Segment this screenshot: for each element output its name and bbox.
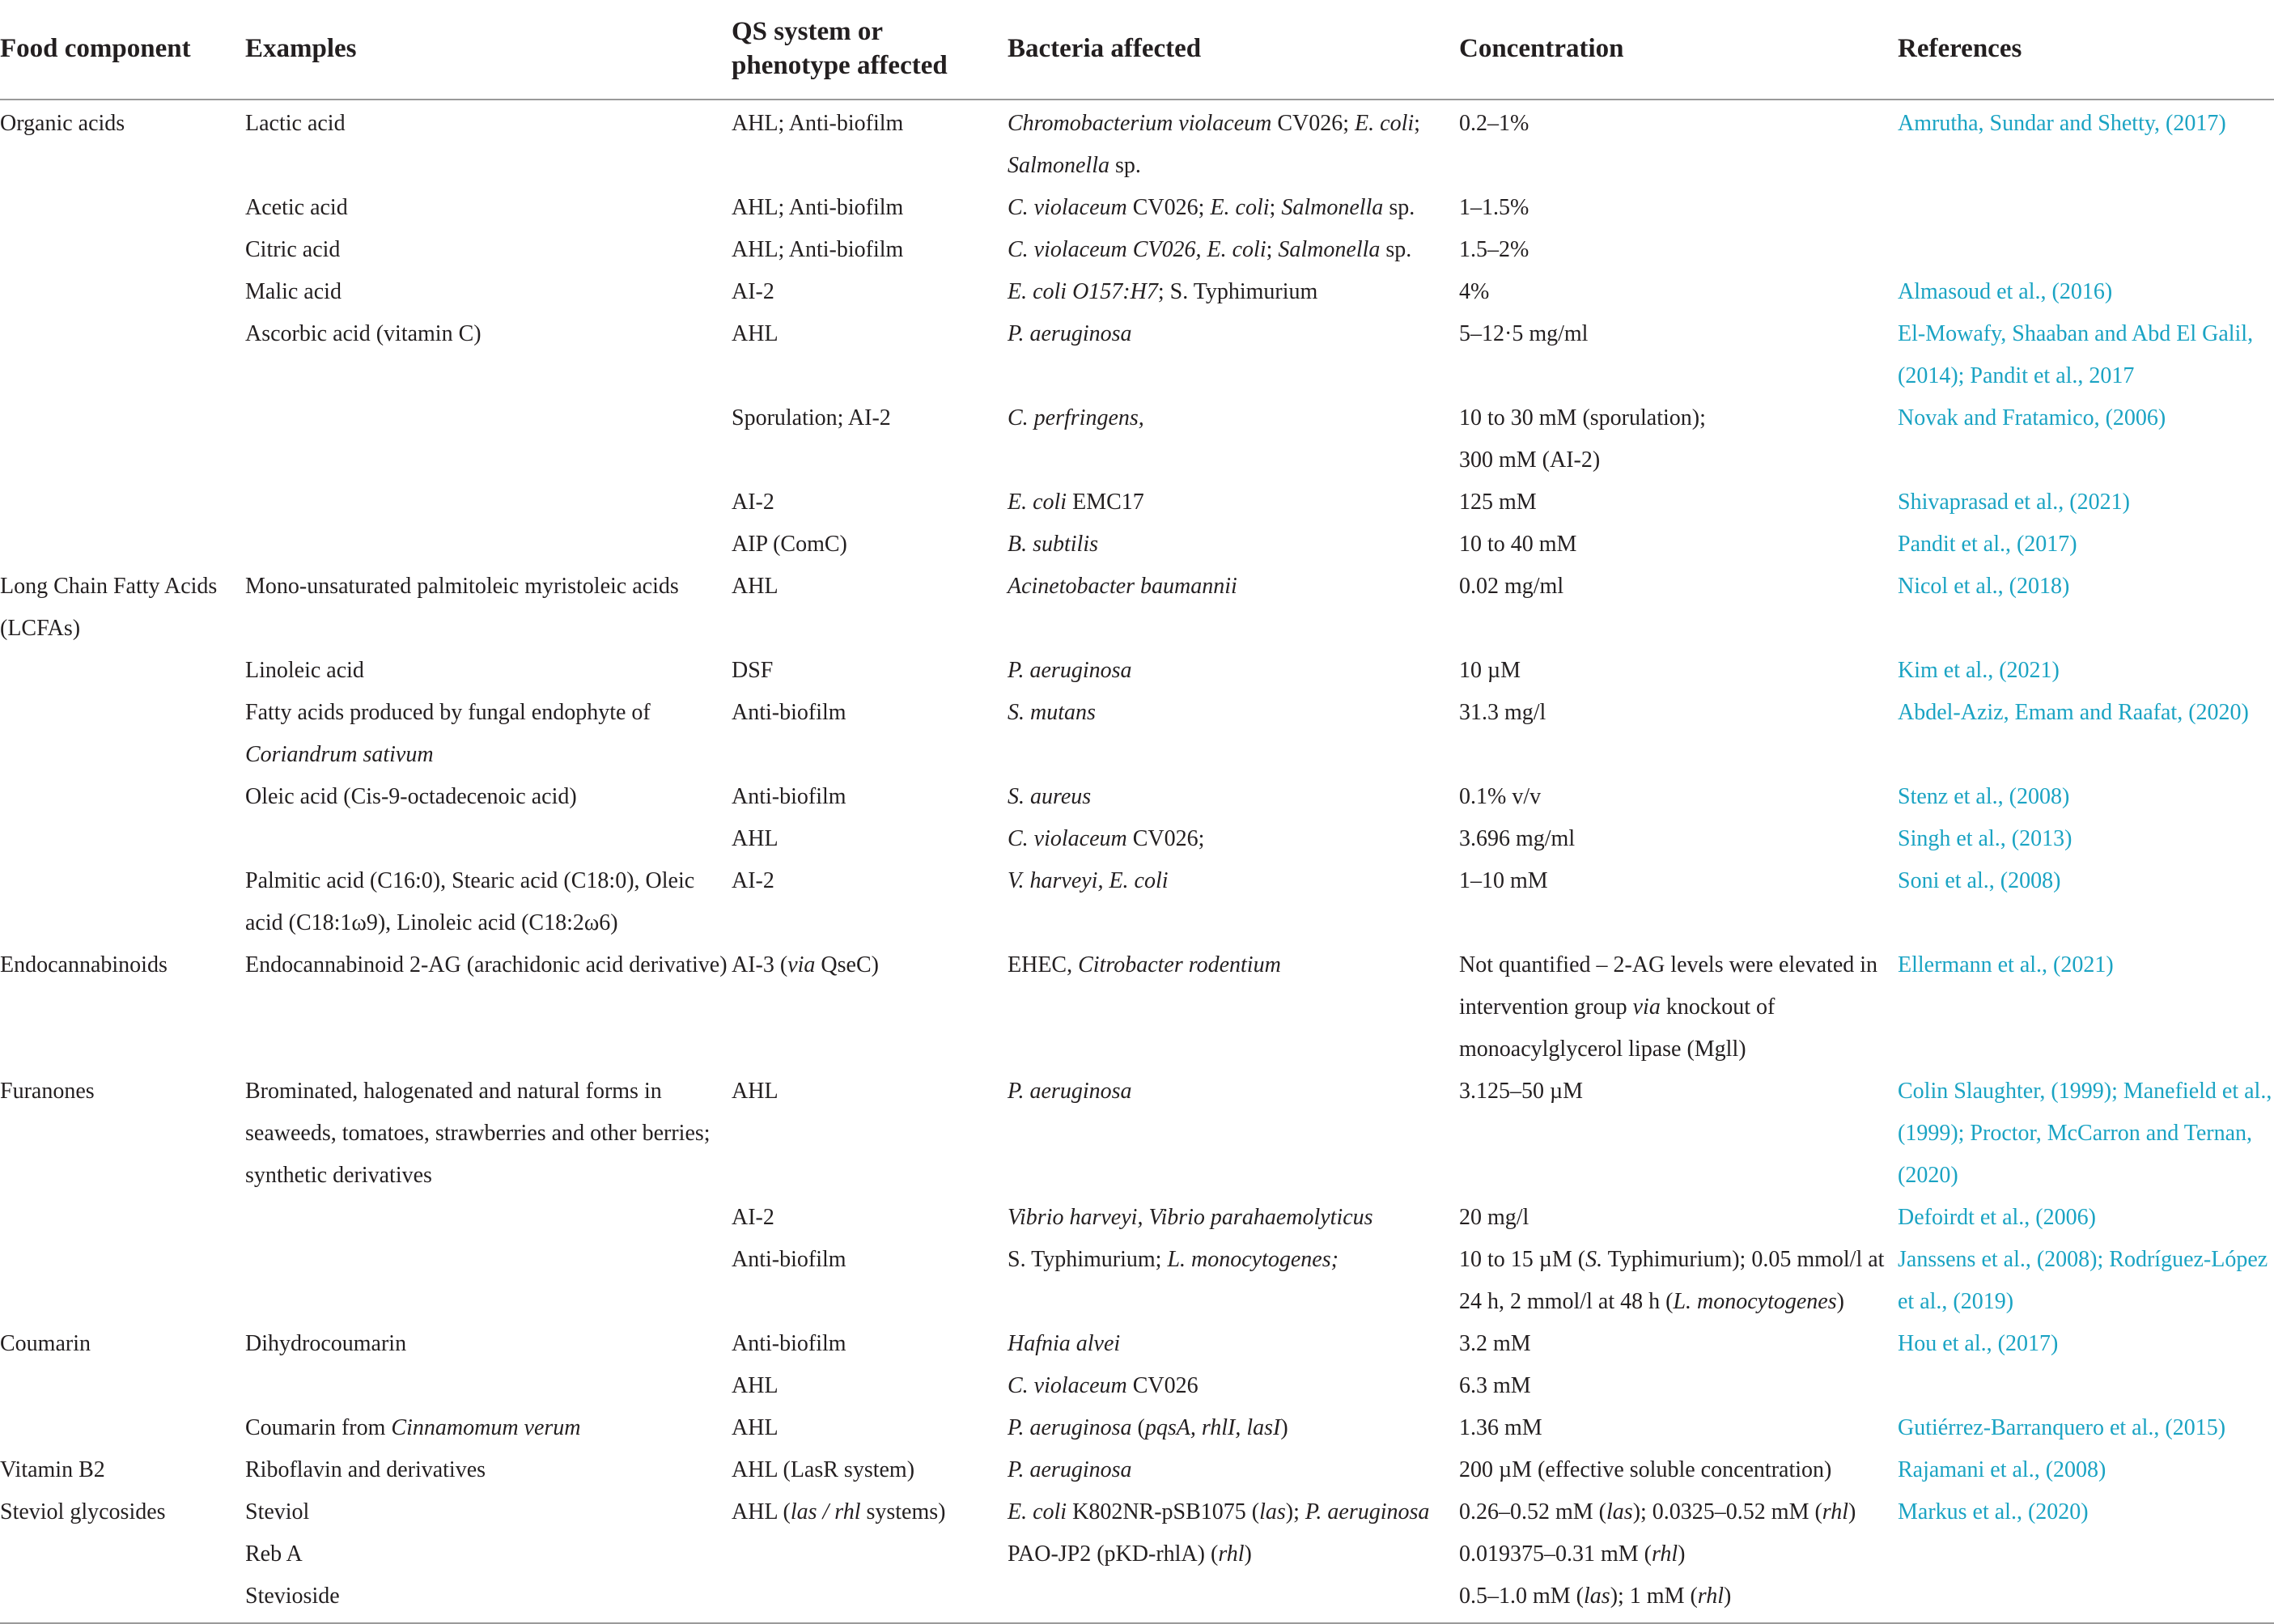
concentration-cell: 31.3 mg/l: [1459, 700, 1546, 725]
concentration-cell: 125 mM: [1459, 490, 1537, 515]
bacteria-cell: V. harveyi, E. coli: [1008, 868, 1169, 893]
qs-cell: AHL: [732, 826, 779, 851]
table-row: [0, 1449, 2274, 1491]
header-concentration: Concentration: [1459, 0, 1898, 100]
header-row: [0, 0, 2274, 100]
qs-cell: Anti-biofilm: [732, 1247, 846, 1272]
bacteria-cell: P. aeruginosa: [1008, 321, 1132, 346]
qs-cell: Anti-biofilm: [732, 1331, 846, 1356]
table-row: [0, 481, 2274, 524]
concentration-cell: 10 µM: [1459, 658, 1521, 683]
food-component-cell: Furanones: [0, 1079, 95, 1104]
qs-cell: Anti-biofilm: [732, 700, 846, 725]
reference-link[interactable]: Soni et al., (2008): [1898, 868, 2061, 893]
reference-link[interactable]: Kim et al., (2021): [1898, 658, 2060, 683]
bacteria-cell: C. violaceum CV026; E. coli; Salmonella sp.: [1008, 195, 1415, 220]
reference-link[interactable]: Defoirdt et al., (2006): [1898, 1205, 2096, 1230]
concentration-cell: 1–1.5%: [1459, 195, 1529, 220]
table-row: [0, 1323, 2274, 1365]
example-cell: [245, 818, 732, 860]
concentration-cell: 20 mg/l: [1459, 1205, 1529, 1230]
reference-link[interactable]: [1898, 1365, 2274, 1407]
header-food-component: Food component: [0, 0, 245, 100]
reference-link[interactable]: [1898, 1575, 2274, 1622]
table-row: [0, 100, 2274, 187]
table-row: [0, 776, 2274, 818]
table-row: [0, 1239, 2274, 1323]
bacteria-cell: E. coli EMC17: [1008, 490, 1144, 515]
table-row: [0, 1491, 2274, 1533]
concentration-cell: Not quantified – 2-AG levels were elevated in intervention group via knockout of monoacylglycerol lipase (Mgll): [1459, 952, 1878, 1062]
food-component-cell: [0, 397, 245, 481]
example-cell: Fatty acids produced by fungal endophyte of Coriandrum sativum: [245, 700, 651, 767]
example-cell: Stevioside: [245, 1584, 340, 1609]
qs-cell: AI-2: [732, 490, 774, 515]
bacteria-cell: P. aeruginosa: [1008, 658, 1132, 683]
reference-link[interactable]: Stenz et al., (2008): [1898, 784, 2070, 809]
table-row: [0, 524, 2274, 566]
qs-cell: AHL; Anti-biofilm: [732, 195, 904, 220]
qs-cell: AI-2: [732, 1205, 774, 1230]
food-component-cell: Long Chain Fatty Acids (LCFAs): [0, 574, 218, 641]
example-cell: Malic acid: [245, 279, 342, 304]
bacteria-cell: B. subtilis: [1008, 532, 1099, 557]
reference-link[interactable]: Singh et al., (2013): [1898, 826, 2072, 851]
concentration-cell: 10 to 40 mM: [1459, 532, 1577, 557]
qs-cell: [732, 1575, 1008, 1622]
table-row: [0, 229, 2274, 271]
reference-link[interactable]: Nicol et al., (2018): [1898, 574, 2070, 599]
qs-cell: AHL: [732, 1415, 779, 1440]
bacteria-cell: E. coli O157:H7; S. Typhimurium: [1008, 279, 1318, 304]
food-component-cell: [0, 650, 245, 692]
food-component-cell: [0, 524, 245, 566]
table-row: [0, 566, 2274, 650]
bacteria-cell: P. aeruginosa (pqsA, rhlI, lasI): [1008, 1415, 1288, 1440]
concentration-cell: 3.696 mg/ml: [1459, 826, 1576, 851]
header-examples: Examples: [245, 0, 732, 100]
concentration-cell: 0.1% v/v: [1459, 784, 1542, 809]
table-row: [0, 818, 2274, 860]
example-cell: [245, 397, 732, 481]
food-component-cell: Coumarin: [0, 1331, 91, 1356]
example-cell: Ascorbic acid (vitamin C): [245, 321, 482, 346]
food-component-cell: Endocannabinoids: [0, 952, 168, 977]
reference-link[interactable]: Ellermann et al., (2021): [1898, 952, 2114, 977]
reference-link[interactable]: [1898, 1533, 2274, 1575]
reference-link[interactable]: Markus et al., (2020): [1898, 1499, 2089, 1524]
food-component-cell: [0, 1239, 245, 1323]
reference-link[interactable]: Rajamani et al., (2008): [1898, 1457, 2106, 1482]
food-component-cell: [0, 1407, 245, 1449]
bacteria-cell: P. aeruginosa: [1008, 1457, 1132, 1482]
concentration-cell: 1–10 mM: [1459, 868, 1548, 893]
example-cell: [245, 481, 732, 524]
example-cell: Palmitic acid (C16:0), Stearic acid (C18:0), Oleic acid (C18:1ω9), Linoleic acid (C18:2ω6): [245, 868, 695, 935]
table-row: [0, 397, 2274, 481]
concentration-cell: 5–12·5 mg/ml: [1459, 321, 1589, 346]
reference-link[interactable]: Almasoud et al., (2016): [1898, 279, 2113, 304]
bacteria-cell: Chromobacterium violaceum CV026; E. coli; Salmonella sp.: [1008, 111, 1420, 178]
qs-cell: AHL; Anti-biofilm: [732, 237, 904, 262]
table-row: [0, 860, 2274, 944]
concentration-cell: 1.5–2%: [1459, 237, 1529, 262]
reference-link[interactable]: Novak and Fratamico, (2006): [1898, 405, 2166, 430]
food-component-cell: [0, 187, 245, 229]
reference-link[interactable]: Colin Slaughter, (1999); Manefield et al., (1999); Proctor, McCarron and Ternan, (2020): [1898, 1079, 2272, 1188]
qs-cell: AHL (las / rhl systems): [732, 1499, 946, 1524]
food-component-cell: Organic acids: [0, 111, 125, 136]
food-component-cell: [0, 1365, 245, 1407]
bacteria-cell: S. Typhimurium; L. monocytogenes;: [1008, 1247, 1339, 1272]
qs-cell: AHL: [732, 1373, 779, 1398]
table-row: [0, 692, 2274, 776]
bacteria-cell: S. aureus: [1008, 784, 1092, 809]
concentration-cell: 6.3 mM: [1459, 1373, 1531, 1398]
example-cell: Dihydrocoumarin: [245, 1331, 407, 1356]
example-cell: Endocannabinoid 2-AG (arachidonic acid derivative): [245, 952, 728, 977]
table-row: [0, 187, 2274, 229]
food-component-cell: [0, 818, 245, 860]
qs-cell: AI-2: [732, 868, 774, 893]
example-cell: Citric acid: [245, 237, 341, 262]
concentration-cell: 1.36 mM: [1459, 1415, 1542, 1440]
concentration-cell: 200 µM (effective soluble concentration): [1459, 1457, 1832, 1482]
reference-link[interactable]: [1898, 187, 2274, 229]
food-component-cell: [0, 481, 245, 524]
table-row: [0, 1407, 2274, 1449]
table-row: [0, 1071, 2274, 1197]
qs-cell: DSF: [732, 658, 774, 683]
reference-link[interactable]: Janssens et al., (2008); Rodríguez-López et al., (2019): [1898, 1247, 2268, 1314]
bacteria-cell: Hafnia alvei: [1008, 1331, 1121, 1356]
example-cell: [245, 1239, 732, 1323]
concentration-cell: 3.2 mM: [1459, 1331, 1531, 1356]
qs-cell: AIP (ComC): [732, 532, 847, 557]
food-component-cell: [0, 860, 245, 944]
food-component-cell: Vitamin B2: [0, 1457, 105, 1482]
concentration-cell: 10 to 30 mM (sporulation); 300 mM (AI-2): [1459, 405, 1706, 473]
example-cell: Acetic acid: [245, 195, 348, 220]
reference-link[interactable]: Amrutha, Sundar and Shetty, (2017): [1898, 111, 2226, 136]
example-cell: Coumarin from Cinnamomum verum: [245, 1415, 581, 1440]
reference-link[interactable]: Pandit et al., (2017): [1898, 532, 2077, 557]
bacteria-cell: Vibrio harveyi, Vibrio parahaemolyticus: [1008, 1205, 1373, 1230]
table-row: [0, 650, 2274, 692]
qs-cell: Sporulation; AI-2: [732, 405, 891, 430]
qs-cell: AI-3 (via QseC): [732, 952, 879, 977]
qs-cell: AHL; Anti-biofilm: [732, 111, 904, 136]
example-cell: Linoleic acid: [245, 658, 364, 683]
reference-link[interactable]: Abdel-Aziz, Emam and Raafat, (2020): [1898, 700, 2249, 725]
qs-cell: AHL (LasR system): [732, 1457, 915, 1482]
bacteria-cell: C. violaceum CV026: [1008, 1373, 1199, 1398]
table-row: [0, 944, 2274, 1071]
concentration-cell: 3.125–50 µM: [1459, 1079, 1584, 1104]
bacteria-cell: EHEC, Citrobacter rodentium: [1008, 952, 1281, 977]
bacteria-cell: P. aeruginosa: [1008, 1079, 1132, 1104]
food-component-cell: [0, 1575, 245, 1622]
concentration-cell: 10 to 15 µM (S. Typhimurium); 0.05 mmol/l at 24 h, 2 mmol/l at 48 h (L. monocytogenes): [1459, 1247, 1885, 1314]
food-component-cell: [0, 229, 245, 271]
food-component-cell: [0, 692, 245, 776]
example-cell: Steviol: [245, 1499, 310, 1524]
example-cell: Lactic acid: [245, 111, 346, 136]
food-component-cell: [0, 271, 245, 313]
example-cell: Oleic acid (Cis-9-octadecenoic acid): [245, 784, 577, 809]
qs-cell: Anti-biofilm: [732, 784, 846, 809]
qs-cell: AI-2: [732, 279, 774, 304]
header-references: References: [1898, 0, 2274, 100]
table-row: [0, 271, 2274, 313]
bacteria-cell: C. perfringens,: [1008, 405, 1144, 430]
concentration-cell: 0.019375–0.31 mM (rhl): [1459, 1541, 1686, 1567]
bacteria-cell: Acinetobacter baumannii: [1008, 574, 1237, 599]
concentration-cell: 0.2–1%: [1459, 111, 1529, 136]
reference-link[interactable]: Gutiérrez-Barranquero et al., (2015): [1898, 1415, 2226, 1440]
concentration-cell: 0.5–1.0 mM (las); 1 mM (rhl): [1459, 1584, 1732, 1609]
bacteria-cell: C. violaceum CV026;: [1008, 826, 1205, 851]
header-bacteria: Bacteria affected: [1008, 0, 1459, 100]
bacteria-cell: C. violaceum CV026, E. coli; Salmonella sp.: [1008, 237, 1412, 262]
header-qs-system: QS system or phenotype affected: [732, 0, 1008, 100]
qs-cell: [732, 1533, 1008, 1575]
bacteria-cell: E. coli K802NR-pSB1075 (las); P. aeruginosa PAO-JP2 (pKD-rhlA) (rhl): [1008, 1499, 1430, 1567]
reference-link[interactable]: Shivaprasad et al., (2021): [1898, 490, 2130, 515]
concentration-cell: 0.26–0.52 mM (las); 0.0325–0.52 mM (rhl): [1459, 1499, 1856, 1524]
table-row: [0, 1197, 2274, 1239]
reference-link[interactable]: Hou et al., (2017): [1898, 1331, 2059, 1356]
food-component-cell: [0, 1197, 245, 1239]
example-cell: Mono-unsaturated palmitoleic myristoleic acids: [245, 574, 679, 599]
table-row: [0, 313, 2274, 397]
example-cell: Riboflavin and derivatives: [245, 1457, 486, 1482]
food-component-cell: [0, 776, 245, 818]
example-cell: Reb A: [245, 1541, 303, 1567]
example-cell: Brominated, halogenated and natural forms in seaweeds, tomatoes, strawberries and other berries; synthetic derivatives: [245, 1079, 711, 1188]
food-component-cell: Steviol glycosides: [0, 1499, 166, 1524]
qs-cell: AHL: [732, 321, 779, 346]
qs-cell: AHL: [732, 574, 779, 599]
bacteria-cell: S. mutans: [1008, 700, 1096, 725]
example-cell: [245, 524, 732, 566]
reference-link[interactable]: El-Mowafy, Shaaban and Abd El Galil, (2014); Pandit et al., 2017: [1898, 321, 2254, 388]
reference-link[interactable]: [1898, 229, 2274, 271]
table-row: [0, 1365, 2274, 1407]
concentration-cell: 0.02 mg/ml: [1459, 574, 1564, 599]
qs-cell: AHL: [732, 1079, 779, 1104]
example-cell: [245, 1365, 732, 1407]
food-component-cell: [0, 1533, 245, 1575]
example-cell: [245, 1197, 732, 1239]
concentration-cell: 4%: [1459, 279, 1490, 304]
food-component-cell: [0, 313, 245, 397]
